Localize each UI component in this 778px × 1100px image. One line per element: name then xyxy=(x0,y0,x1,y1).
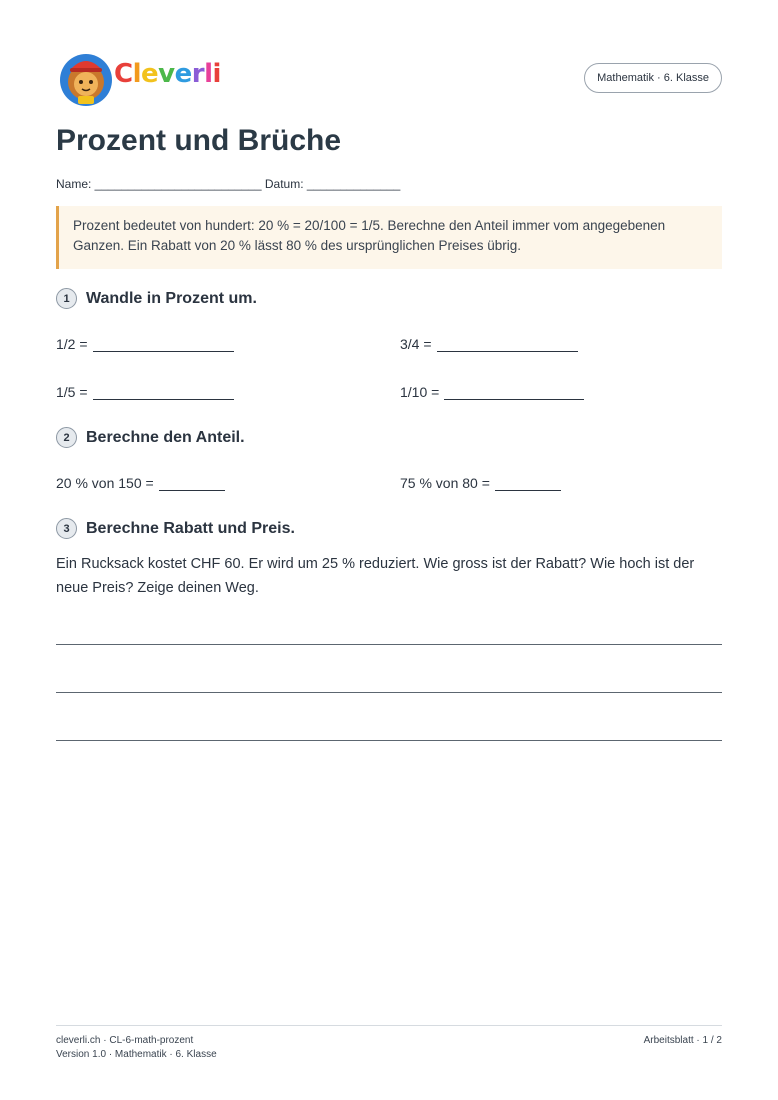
logo-wordmark: Cleverli xyxy=(114,59,221,89)
footer-divider xyxy=(56,1025,722,1026)
task-1a xyxy=(56,336,234,352)
answer-blank[interactable] xyxy=(93,336,234,352)
answer-blank[interactable] xyxy=(93,384,234,400)
answer-blank[interactable] xyxy=(437,336,578,352)
section-1-header xyxy=(56,288,257,309)
section-title: Wandle in Prozent um. xyxy=(86,289,257,307)
subject-badge: Mathematik · 6. Klasse xyxy=(584,63,722,93)
section-3-header xyxy=(56,518,295,539)
page-title: Prozent und Brüche xyxy=(56,124,342,157)
task-label: 20 % von 150 = xyxy=(56,475,154,491)
answer-line[interactable] xyxy=(56,692,722,693)
section-title: Berechne den Anteil. xyxy=(86,428,245,446)
name-date-line: Name: _________________________ Datum: ______________ xyxy=(56,177,401,191)
task-label: 1/2 = xyxy=(56,336,88,352)
answer-blank[interactable] xyxy=(159,475,225,491)
answer-blank[interactable] xyxy=(444,384,584,400)
hint-box: Prozent bedeutet von hundert: 20 % = 20/100 = 1/5. Berechne den Anteil immer vom angegebenen Ganzen. Ein Rabatt von 20 % lässt 80 % des ursprünglichen Preises übrig. xyxy=(56,206,722,269)
answer-line[interactable] xyxy=(56,740,722,741)
task-label: 3/4 = xyxy=(400,336,432,352)
task-label: 1/5 = xyxy=(56,384,88,400)
task-2a xyxy=(56,475,225,491)
footer-page: Arbeitsblatt · 1 / 2 xyxy=(643,1035,722,1046)
task-1d xyxy=(400,384,584,400)
answer-line[interactable] xyxy=(56,644,722,645)
footer-version: Version 1.0 · Mathematik · 6. Klasse xyxy=(56,1049,217,1060)
cleverli-logo xyxy=(56,48,221,108)
footer-id: cleverli.ch · CL-6-math-prozent xyxy=(56,1035,194,1046)
task-2b xyxy=(400,475,561,491)
section-title: Berechne Rabatt und Preis. xyxy=(86,519,295,537)
section-number: 2 xyxy=(56,427,77,448)
answer-blank[interactable] xyxy=(495,475,561,491)
task-label: 75 % von 80 = xyxy=(400,475,490,491)
lion-mascot-icon xyxy=(56,48,116,108)
task-1b xyxy=(400,336,578,352)
section-number: 3 xyxy=(56,518,77,539)
section-2-header xyxy=(56,427,245,448)
task-1c xyxy=(56,384,234,400)
section-3-text: Ein Rucksack kostet CHF 60. Er wird um 25 % reduziert. Wie gross ist der Rabatt? Wie hoch ist der neue Preis? Zeige deinen Weg. xyxy=(56,556,695,596)
footer-left xyxy=(56,1034,217,1062)
task-label: 1/10 = xyxy=(400,384,440,400)
section-number: 1 xyxy=(56,288,77,309)
